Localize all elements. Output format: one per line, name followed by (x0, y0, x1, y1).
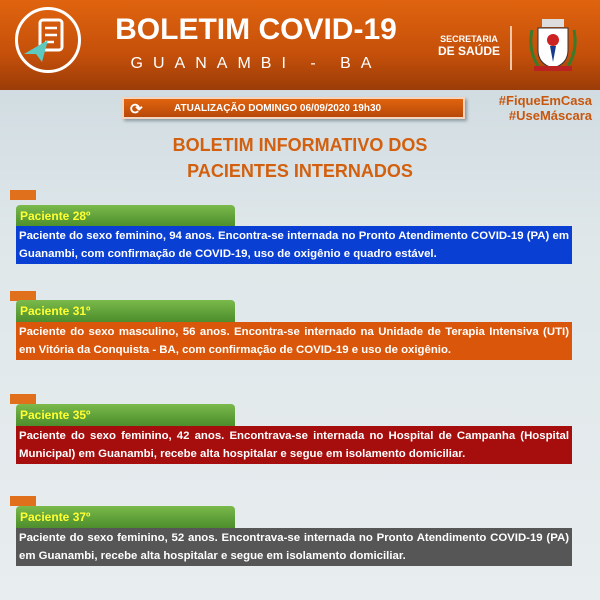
bulletin-title (130, 132, 470, 184)
header-subtitle: GUANAMBI - BA (130, 55, 382, 72)
decorative-tab (10, 394, 36, 404)
secretaria-line1: SECRETARIA (440, 34, 498, 44)
secretaria-line2: DE SAÚDE (437, 44, 500, 58)
refresh-icon: ⟳ (130, 101, 143, 118)
secretaria-label (436, 34, 502, 58)
document-paper-plane-logo-icon (15, 7, 81, 73)
update-text: ATUALIZAÇÃO DOMINGO 06/09/2020 19h30 (174, 103, 382, 114)
hashtag-fique-em-casa: #FiqueEmCasa (498, 93, 592, 108)
bulletin-title-line1: BOLETIM INFORMATIVO DOS (172, 135, 428, 155)
decorative-tab (10, 190, 36, 200)
decorative-tab (10, 496, 36, 506)
patient-info-box: Paciente do sexo feminino, 42 anos. Encontrava-se internada no Hospital de Campanha (Hospital Municipal) em Guanambi, recebe alta hospitalar e segue em isolamento domiciliar. (16, 426, 572, 464)
update-banner (122, 97, 465, 119)
patient-info-box: Paciente do sexo feminino, 52 anos. Encontrava-se internada no Pronto Atendimento COVID-19 (PA) em Guanambi, recebe alta hospitalar e segue em isolamento domiciliar. (16, 528, 572, 566)
patient-label: Paciente 28º (16, 205, 235, 227)
bulletin-title-line2: PACIENTES INTERNADOS (187, 161, 413, 181)
header (0, 0, 600, 90)
patient-info-box: Paciente do sexo feminino, 94 anos. Encontra-se internada no Pronto Atendimento COVID-19 (PA) em Guanambi, com confirmação de COVID-19, uso de oxigênio e quadro estável. (16, 226, 572, 264)
patient-label: Paciente 31º (16, 300, 235, 322)
header-title: BOLETIM COVID-19 (115, 13, 397, 46)
hashtags (499, 93, 592, 123)
patient-label: Paciente 35º (16, 404, 235, 426)
hashtag-use-mascara: #UseMáscara (508, 108, 592, 123)
patient-label: Paciente 37º (16, 506, 235, 528)
patient-info-box: Paciente do sexo masculino, 56 anos. Encontra-se internado na Unidade de Terapia Intensiva (UTI) em Vitória da Conquista - BA, com confirmação de COVID-19 e uso de oxigênio. (16, 322, 572, 360)
divider (510, 26, 512, 70)
city-crest-icon (524, 16, 582, 74)
